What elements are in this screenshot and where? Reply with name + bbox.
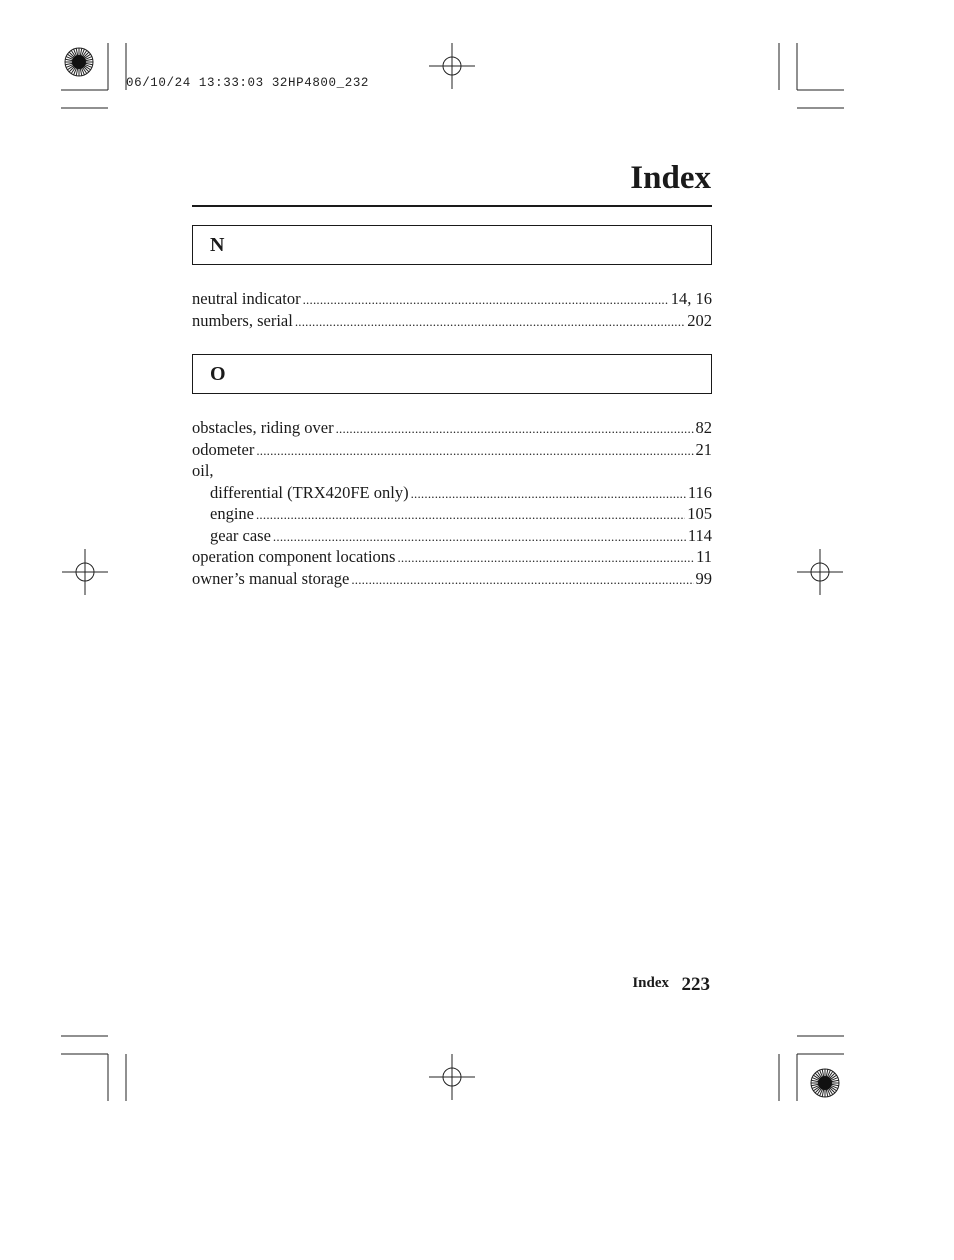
dot-leader [273, 526, 686, 547]
entry-pages: 14, 16 [670, 289, 712, 308]
crosshair-right [797, 549, 843, 595]
section-n-entries [192, 288, 712, 331]
entry-label: numbers, serial [192, 310, 293, 330]
title-rule [192, 205, 712, 207]
dot-leader [256, 504, 685, 525]
section-header-o [192, 354, 712, 394]
entry-pages: 202 [687, 310, 712, 330]
entry-label: odometer [192, 439, 255, 459]
index-entry [192, 568, 712, 590]
crosshair-left [62, 549, 108, 595]
entry-pages: 116 [687, 482, 712, 502]
index-entry [192, 288, 712, 310]
entry-pages: 11 [696, 547, 712, 566]
entry-label: neutral indicator [192, 289, 301, 308]
index-subentry [192, 503, 712, 525]
print-stamp: 06/10/24 13:33:03 32HP4800_232 [126, 76, 370, 90]
entry-pages: 21 [695, 439, 712, 459]
dot-leader [256, 440, 693, 461]
dot-leader [303, 289, 669, 310]
entry-label: engine [210, 504, 254, 523]
entry-pages: 99 [695, 568, 712, 588]
section-header-n [192, 225, 712, 265]
dot-leader [397, 547, 694, 568]
index-entry [192, 546, 712, 568]
entry-label: gear case [210, 525, 271, 545]
index-entry [192, 417, 712, 439]
entry-pages: 114 [687, 525, 712, 545]
entry-pages: 105 [687, 504, 712, 523]
section-o-entries [192, 417, 712, 589]
index-subentry [192, 482, 712, 504]
index-entry [192, 439, 712, 461]
entry-pages: 82 [695, 418, 712, 437]
registration-starburst-top-left [65, 48, 93, 76]
entry-label: oil, [192, 461, 214, 480]
index-entry [192, 310, 712, 332]
dot-leader [295, 311, 685, 332]
dot-leader [351, 569, 693, 590]
entry-label: operation component locations [192, 547, 396, 566]
crosshair-bottom [429, 1054, 475, 1100]
page-title: Index [630, 160, 711, 196]
dot-leader [411, 483, 686, 504]
entry-label: differential (TRX420FE only) [210, 482, 409, 502]
page-number: 223 [681, 974, 710, 995]
entry-label: owner’s manual storage [192, 568, 350, 588]
dot-leader [336, 418, 694, 439]
index-subentry [192, 525, 712, 547]
registration-starburst-bottom-right [811, 1069, 839, 1097]
section-letter: O [210, 363, 226, 385]
crosshair-top [429, 43, 475, 89]
index-entry-heading [192, 460, 712, 482]
entry-label: obstacles, riding over [192, 418, 334, 437]
section-letter: N [210, 234, 225, 256]
footer-section-label: Index [632, 975, 669, 991]
